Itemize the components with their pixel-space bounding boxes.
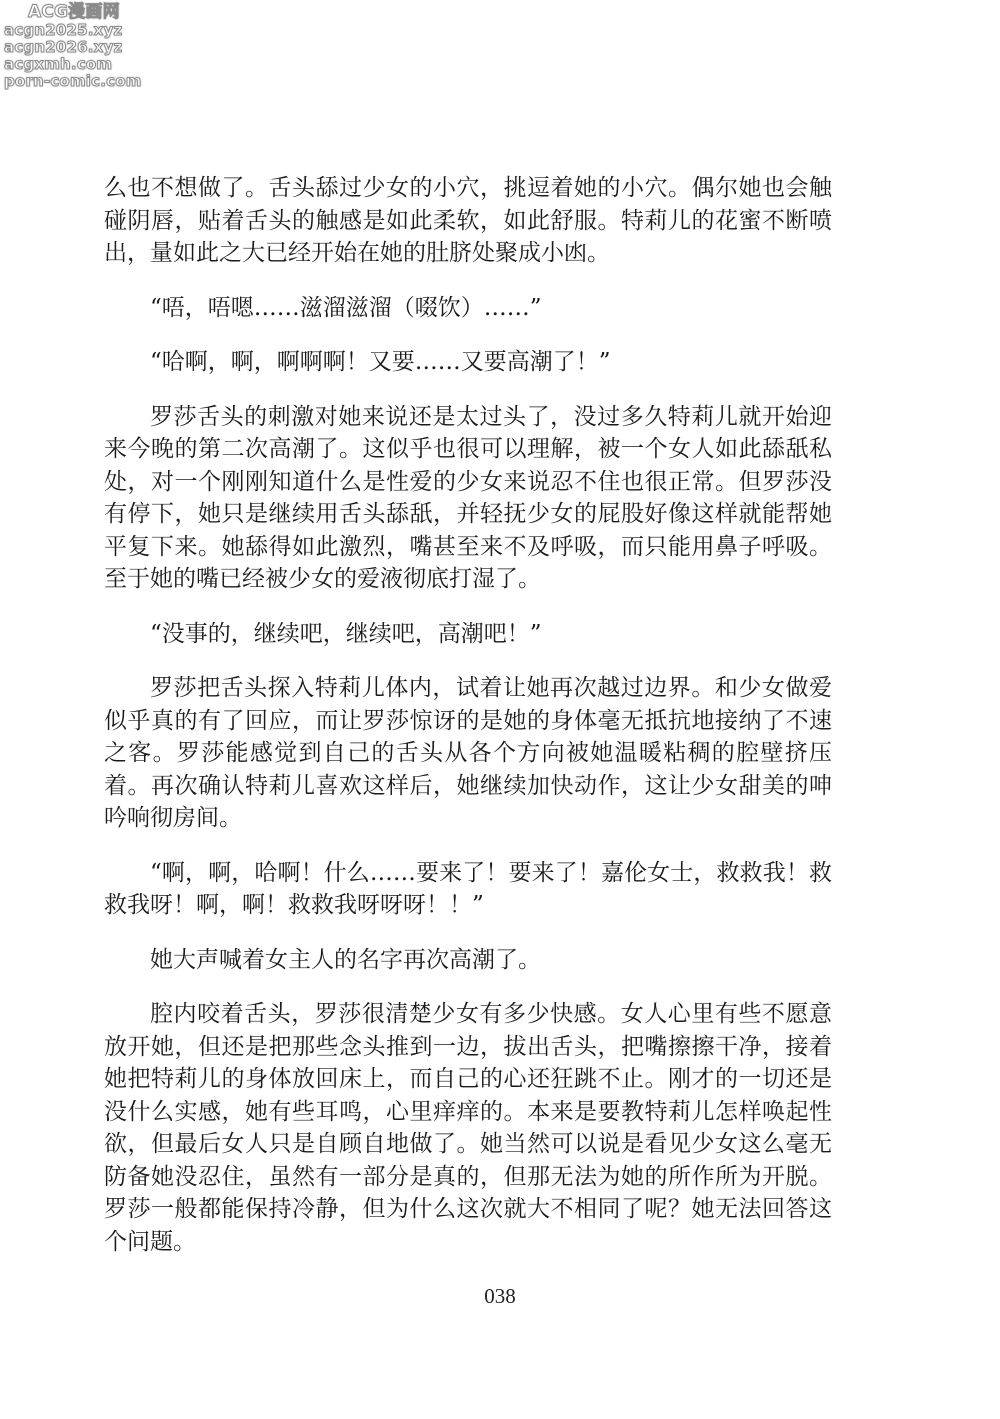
paragraph: 腔内咬着舌头，罗莎很清楚少女有多少快感。女人心里有些不愿意放开她，但还是把那些念头推到一边，拔出舌头，把嘴擦擦干净，接着她把特莉儿的身体放回床上，而自己的心还狂跳不止。刚才的一切还是没什么实感，她有些耳鸣，心里痒痒的。本来是要教特莉儿怎样唤起性欲，但最后女人只是自顾自地做了。她当然可以说是看见少女这么毫无防备她没忍住，虽然有一部分是真的，但那无法为她的所作所为开脱。罗莎一般都能保持冷静，但为什么这次就大不相同了呢？她无法回答这个问题。 xyxy=(104,1001,832,1255)
site-watermark xyxy=(4,2,154,90)
paragraph: 她大声喊着女主人的名字再次高潮了。 xyxy=(150,946,541,973)
watermark-line: acgn2025.xyz xyxy=(4,21,123,39)
dialogue-line: “啊，啊，哈啊！什么……要来了！要来了！嘉伦女士，救救我！救救我呀！啊，啊！救救我呀呀呀！！” xyxy=(104,859,832,918)
dialogue-line: “唔，唔嗯……滋溜滋溜（啜饮）……” xyxy=(150,294,542,321)
page-body-text xyxy=(104,172,832,1280)
watermark-line: acgxmh.com xyxy=(4,55,113,73)
paragraph: 罗莎把舌头探入特莉儿体内，试着让她再次越过边界。和少女做爱似乎真的有了回应，而让罗莎惊讶的是她的身体毫无抵抗地接纳了不速之客。罗莎能感觉到自己的舌头从各个方向被她温暖粘稠的腔壁挤压着。再次确认特莉儿喜欢这样后，她继续加快动作，这让少女甜美的呻吟响彻房间。 xyxy=(104,675,832,831)
paragraph: 么也不想做了。舌头舔过少女的小穴，挑逗着她的小穴。偶尔她也会触碰阴唇，贴着舌头的触感是如此柔软，如此舒服。特莉儿的花蜜不断喷出，量如此之大已经开始在她的肚脐处聚成小凼。 xyxy=(104,175,832,266)
watermark-line: porn-comic.com xyxy=(4,72,142,90)
watermark-line: acgn2026.xyz xyxy=(4,38,123,56)
dialogue-line: “哈啊，啊，啊啊啊！又要……又要高潮了！” xyxy=(150,349,611,375)
watermark-line: ACG漫画网 xyxy=(28,2,120,22)
dialogue-line: “没事的，继续吧，继续吧，高潮吧！” xyxy=(150,620,542,647)
page-number: 038 xyxy=(484,1284,516,1308)
paragraph: 罗莎舌头的刺激对她来说还是太过头了，没过多久特莉儿就开始迎来今晚的第二次高潮了。这似乎也很可以理解，被一个女人如此舔舐私处，对一个刚刚知道什么是性爱的少女来说忍不住也很正常。但罗莎没有停下，她只是继续用舌头舔舐，并轻抚少女的屁股好像这样就能帮她平复下来。她舔得如此激烈，嘴甚至来不及呼吸，而只能用鼻子呼吸。至于她的嘴已经被少女的爱液彻底打湿了。 xyxy=(104,403,832,592)
